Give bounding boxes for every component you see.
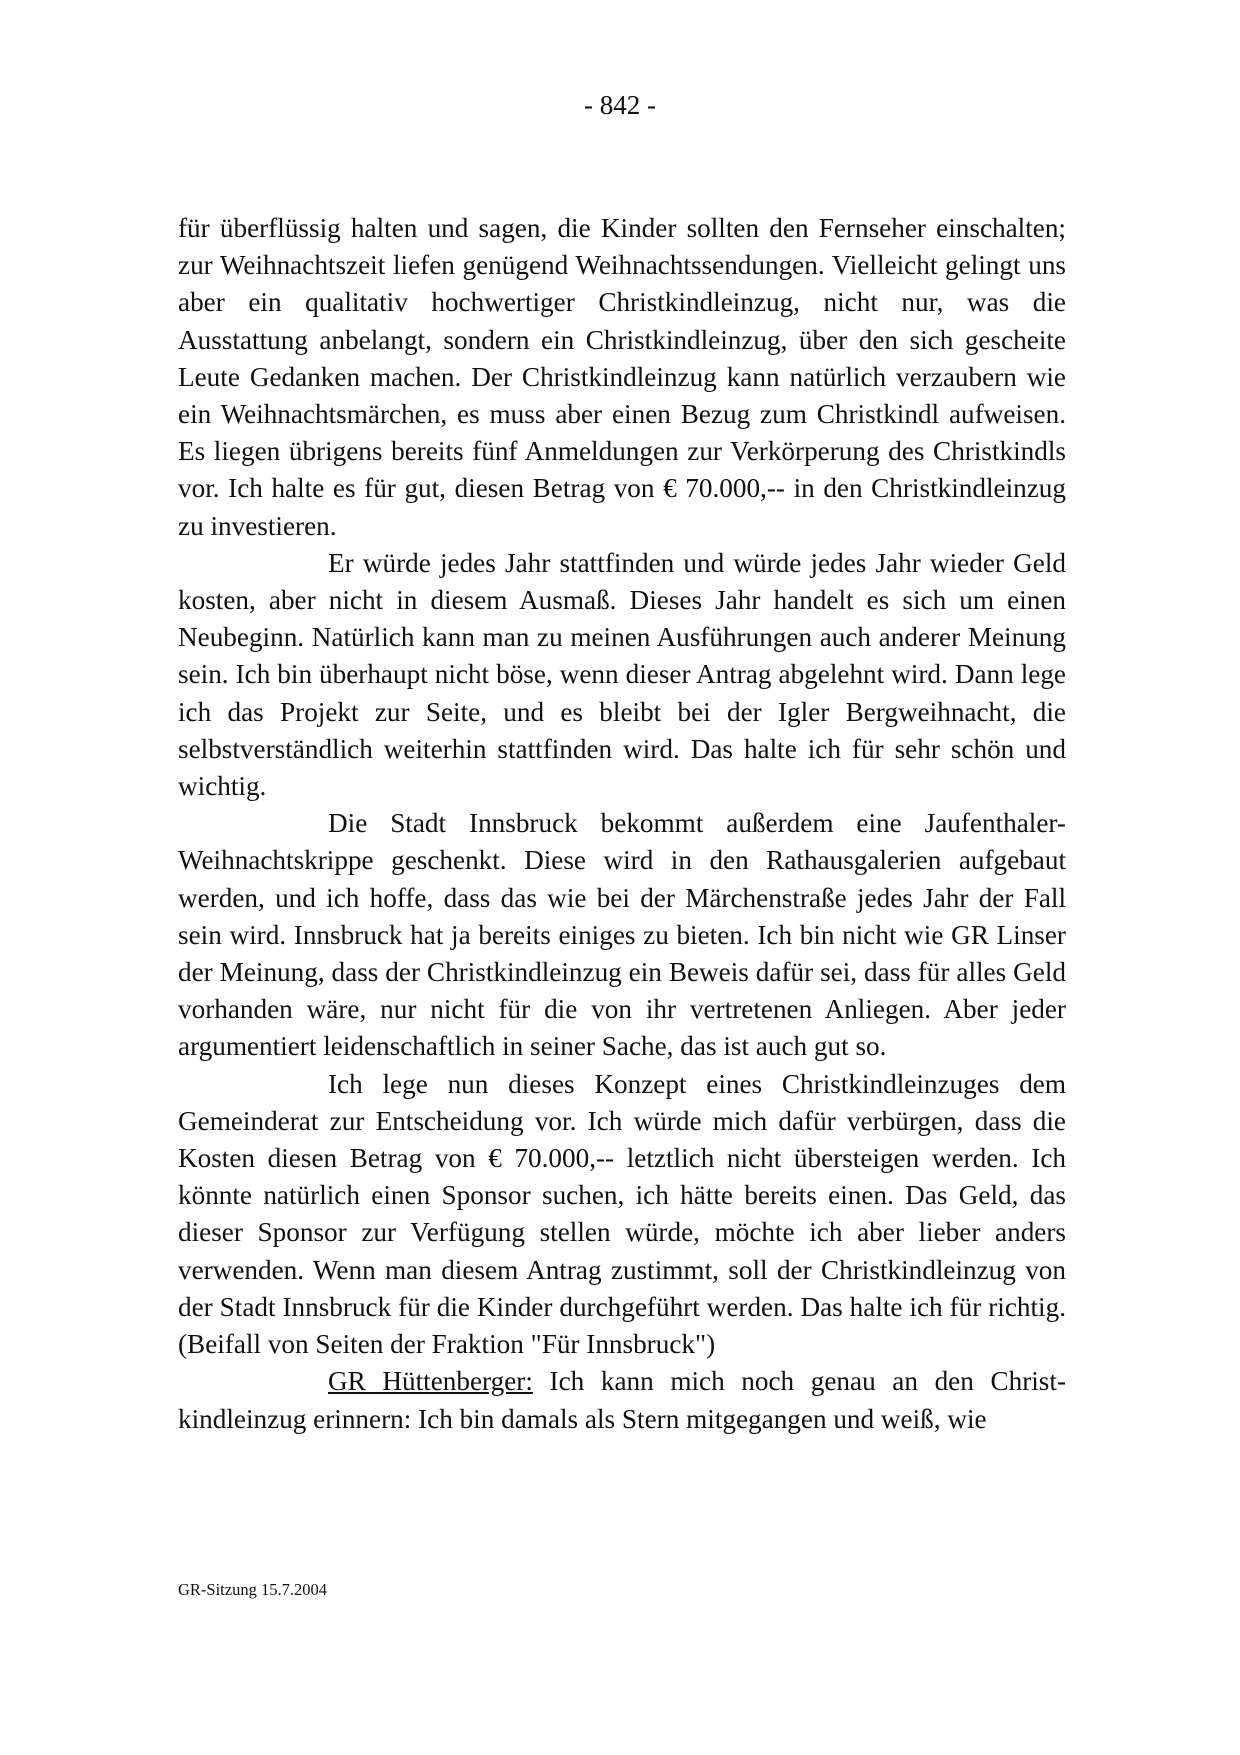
paragraph-4: Ich lege nun dieses Konzept eines Christkindleinzuges dem Gemeinderat zur Entscheidung vor. Ich würde mich dafür verbürgen, dass die Kosten diesen Betrag von € 70.000,-- letztlich nicht übersteigen werden. Ich könnte natürlich einen Sponsor suchen, ich hätte bereits einen. Das Geld, das dieser Sponsor zur Verfügung stellen würde, möchte ich aber lieber anders verwenden. Wenn man diesem Antrag zustimmt, soll der Christkindleinzug von der Stadt Innsbruck für die Kinder durchgeführt werden. Das halte ich für richtig. (Beifall von Seiten der Fraktion "Für Innsbruck") xyxy=(178,1068,1066,1360)
paragraph-2: Er würde jedes Jahr stattfinden und würde jedes Jahr wieder Geld kosten, aber nicht in diesem Ausmaß. Dieses Jahr handelt es sich um einen Neubeginn. Natürlich kann man zu meinen Ausführungen auch anderer Meinung sein. Ich bin überhaupt nicht böse, wenn dieser Antrag abgelehnt wird. Dann lege ich das Projekt zur Seite, und es bleibt bei der Igler Bergweihnacht, die selbstverständlich weiterhin stattfinden wird. Das halte ich für sehr schön und wichtig. xyxy=(178,547,1066,802)
speaker-statement: Ich kann mich noch genau an den Christkindleinzug erinnern: Ich bin damals als Stern mitgegangen und weiß, wie xyxy=(178,1366,1066,1434)
footer-session-date: GR-Sitzung 15.7.2004 xyxy=(178,1580,327,1599)
paragraph-1: für überflüssig halten und sagen, die Kinder sollten den Fernseher einschalten; zur Weihnachtszeit liefen genügend Weihnachtssendungen. Vielleicht gelingt uns aber ein qualitativ hochwertiger Christkindleinzug, nicht nur, was die Ausstattung anbelangt, sondern ein Christkindleinzug, über den sich gescheite Leute Gedanken machen. Der Christkindleinzug kann natürlich verzaubern wie ein Weihnachtsmärchen, es muss aber einen Bezug zum Christkindl aufweisen. Es liegen übrigens bereits fünf Anmeldungen zur Verkörperung des Christkindls vor. Ich halte es für gut, diesen Betrag von € 70.000,-- in den Christkindleinzug zu investieren. xyxy=(178,213,1066,541)
page-number: - 842 - xyxy=(584,90,656,120)
paragraph-5 xyxy=(178,1363,1066,1437)
speaker-name: GR Hüttenberger: xyxy=(328,1366,533,1397)
body-text xyxy=(178,210,1066,1438)
paragraph-3: Die Stadt Innsbruck bekommt außerdem eine Jaufenthaler-Weihnachtskrippe geschenkt. Diese wird in den Rathausgalerien aufgebaut werden, und ich hoffe, dass das wie bei der Märchenstraße jedes Jahr der Fall sein wird. Innsbruck hat ja bereits einiges zu bieten. Ich bin nicht wie GR Linser der Meinung, dass der Christkindleinzug ein Beweis dafür sei, dass für alles Geld vorhanden wäre, nur nicht für die von ihr vertretenen Anliegen. Aber jeder argumentiert leidenschaftlich in seiner Sache, das ist auch gut so. xyxy=(178,808,1066,1062)
